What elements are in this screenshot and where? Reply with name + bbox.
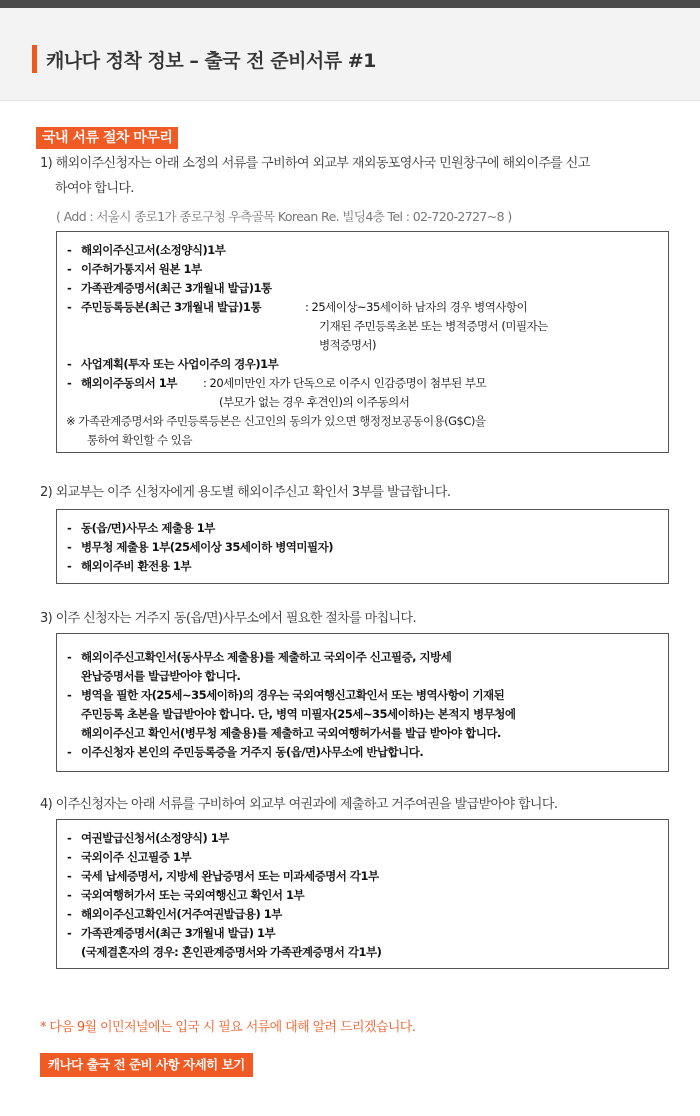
item-note: 기재된 주민등록초본 또는 병적증명서 (미필자는	[319, 319, 548, 333]
page-header	[0, 8, 700, 101]
list-item: - 이주신청자 본인의 주민등록증을 거주지 동(읍/면)사무소에 반납합니다.	[67, 745, 424, 759]
step1-text-cont: 하여야 합니다.	[55, 181, 134, 196]
item-note: 병적증명서)	[319, 338, 377, 352]
list-item: - 해외이주신고확인서(동사무소 제출용)를 제출하고 국외이주 신고필증, 지방세 완납증명서를 발급받아야 합니다.	[67, 650, 452, 683]
top-bar	[0, 0, 700, 8]
step3-document-box	[56, 633, 669, 772]
view-details-button[interactable]: 캐나다 출국 전 준비 사항 자세히 보기	[40, 1053, 253, 1077]
item-note: : 20세미만인 자가 단독으로 이주시 인감증명이 첨부된 부모	[203, 376, 487, 390]
list-item: - 국세 납세증명서, 지방세 완납증명서 또는 미과세증명서 각1부	[67, 869, 379, 883]
step4-document-box	[56, 819, 669, 969]
remark: 통하여 확인할 수 있음	[87, 433, 192, 447]
item-note: : 25세이상~35세이하 남자의 경우 병역사항이	[305, 300, 528, 314]
list-item: - 여권발급신청서(소정양식) 1부	[67, 831, 229, 845]
remark: ※ 가족관계증명서와 주민등록등본은 신고인의 동의가 있으면 행정정보공동이용(G$C)을	[66, 414, 486, 428]
list-item: - 해외이주신고확인서(거주여권발급용) 1부	[67, 907, 282, 921]
list-item: - 가족관계증명서(최근 3개월내 발급)1통	[67, 281, 272, 295]
list-item: - 이주허가통지서 원본 1부	[67, 262, 202, 276]
list-item: - 주민등록등본(최근 3개월내 발급)1통 : 25세이상~35세이하 남자의 경우 병역사항이 기재된 주민등록초본 또는 병적증명서 (미필자는 병적증명서)	[57, 298, 668, 355]
step2-document-box	[56, 509, 669, 584]
list-item: - 병무청 제출용 1부(25세이상 35세이하 병역미필자)	[67, 540, 333, 554]
step4-text: 4) 이주신청자는 아래 서류를 구비하여 외교부 여권과에 제출하고 거주여권을 발급받아야 합니다.	[40, 797, 558, 812]
list-item: - 해외이주비 환전용 1부	[67, 559, 191, 573]
item-note: (부모가 없는 경우 후견인)의 이주동의서	[219, 395, 410, 409]
list-item: - 사업계획(투자 또는 사업이주의 경우)1부	[67, 357, 279, 371]
step1-text: 1) 해외이주신청자는 아래 소정의 서류를 구비하여 외교부 재외동포영사국 민원창구에 해외이주를 신고	[40, 156, 590, 171]
step1-document-box	[56, 231, 669, 453]
title-accent-bar	[32, 45, 37, 73]
list-item: - 가족관계증명서(최근 3개월내 발급) 1부 (국제결혼자의 경우: 혼인관계증명서와 가족관계증명서 각1부)	[57, 924, 668, 962]
list-item: - 국외여행허가서 또는 국외여행신고 확인서 1부	[67, 888, 305, 902]
step3-text: 3) 이주 신청자는 거주지 동(읍/면)사무소에서 필요한 절차를 마칩니다.	[40, 611, 416, 626]
list-item: - 병역을 필한 자(25세~35세이하)의 경우는 국외여행신고확인서 또는 병역사항이 기재된 주민등록 초본을 발급받아야 합니다. 단, 병역 미필자(25세~35세이하)는 본적지 병무청에 해외이주신고 확인서(병무청 제출용)를 제출하고 국외여행허가서를 발급 받아야 합니다.	[67, 688, 516, 740]
page-title: 캐나다 정착 정보 – 출국 전 준비서류 #1	[46, 50, 376, 72]
section-label: 국내 서류 절차 마무리	[36, 127, 178, 149]
item-note: (국제결혼자의 경우: 혼인관계증명서와 가족관계증명서 각1부)	[81, 945, 382, 959]
step2-text: 2) 외교부는 이주 신청자에게 용도별 해외이주신고 확인서 3부를 발급합니다.	[40, 485, 451, 500]
list-item: - 동(읍/면)사무소 제출용 1부	[67, 521, 215, 535]
list-item: - 국외이주 신고필증 1부	[67, 850, 191, 864]
step1-address: ( Add : 서울시 종로1가 종로구청 우측골목 Korean Re. 빌딩4층 Tel : 02-720-2727~8 )	[56, 209, 512, 224]
list-item: - 해외이주동의서 1부 : 20세미만인 자가 단독으로 이주시 인감증명이 첨부된 부모 (부모가 없는 경우 후견인)의 이주동의서	[57, 374, 668, 412]
list-item: - 해외이주신고서(소정양식)1부	[67, 243, 226, 257]
footer-note: * 다음 9월 이민저널에는 입국 시 필요 서류에 대해 알려 드리겠습니다.	[40, 1020, 416, 1035]
